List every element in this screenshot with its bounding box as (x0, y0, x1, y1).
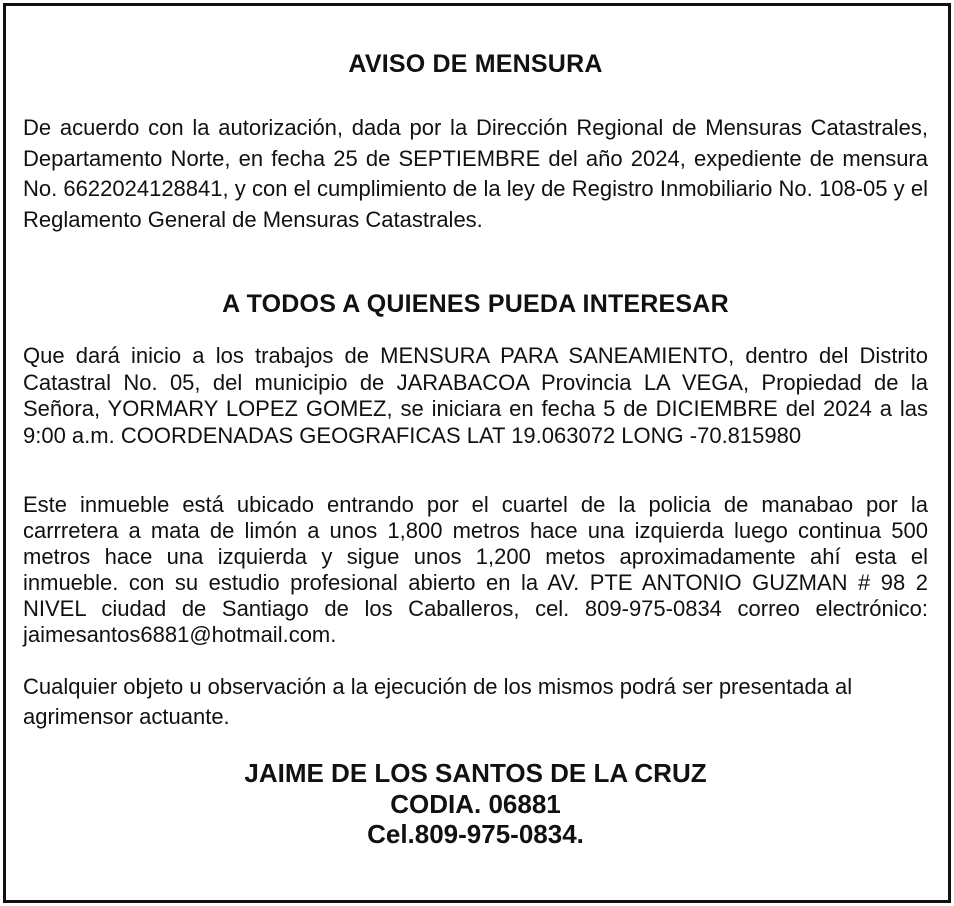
notice-title: AVISO DE MENSURA (348, 50, 603, 78)
surveyor-name: JAIME DE LOS SANTOS DE LA CRUZ (244, 758, 707, 788)
surveyor-phone: Cel.809-975-0834. (367, 819, 584, 849)
survey-start-paragraph: Que dará inicio a los trabajos de MENSURA PARA SANEAMIENTO, dentro del Distrito Catastral No. 05, del municipio de JARABACOA Provincia LA VEGA, Propiedad de la Señora, YORMARY LOPEZ GOMEZ, se iniciara en fecha 5 de DICIEMBRE del 2024 a las 9:00 a.m. COORDENADAS GEOGRAFICAS LAT 19.063072 LONG -70.815980 (23, 343, 928, 448)
signature-block (23, 758, 928, 850)
location-paragraph: Este inmueble está ubicado entrando por el cuartel de la policia de manabao por la carrretera a mata de limón a unos 1,800 metros hace una izquierda luego continua 500 metros hace una izquierda y sigue unos 1,200 metos aproximadamente ahí esta el inmueble. con su estudio profesional abierto en la AV. PTE ANTONIO GUZMAN # 98 2 NIVEL ciudad de Santiago de los Caballeros, cel. 809-975-0834 correo electrónico: jaimesantos6881@hotmail.com. (23, 492, 928, 647)
notice-subtitle: A TODOS A QUIENES PUEDA INTERESAR (222, 290, 729, 318)
notice-box (3, 3, 951, 903)
objection-paragraph: Cualquier objeto u observación a la ejecución de los mismos podrá ser presentada al agrimensor actuante. (23, 674, 853, 729)
authorization-paragraph: De acuerdo con la autorización, dada por la Dirección Regional de Mensuras Catastrales, Departamento Norte, en fecha 25 de SEPTIEMBRE del año 2024, expediente de mensura No. 6622024128841, y con el cumplimiento de la ley de Registro Inmobiliario No. 108-05 y el Reglamento General de Mensuras Catastrales. (23, 115, 928, 232)
codia-number: CODIA. 06881 (390, 788, 561, 819)
